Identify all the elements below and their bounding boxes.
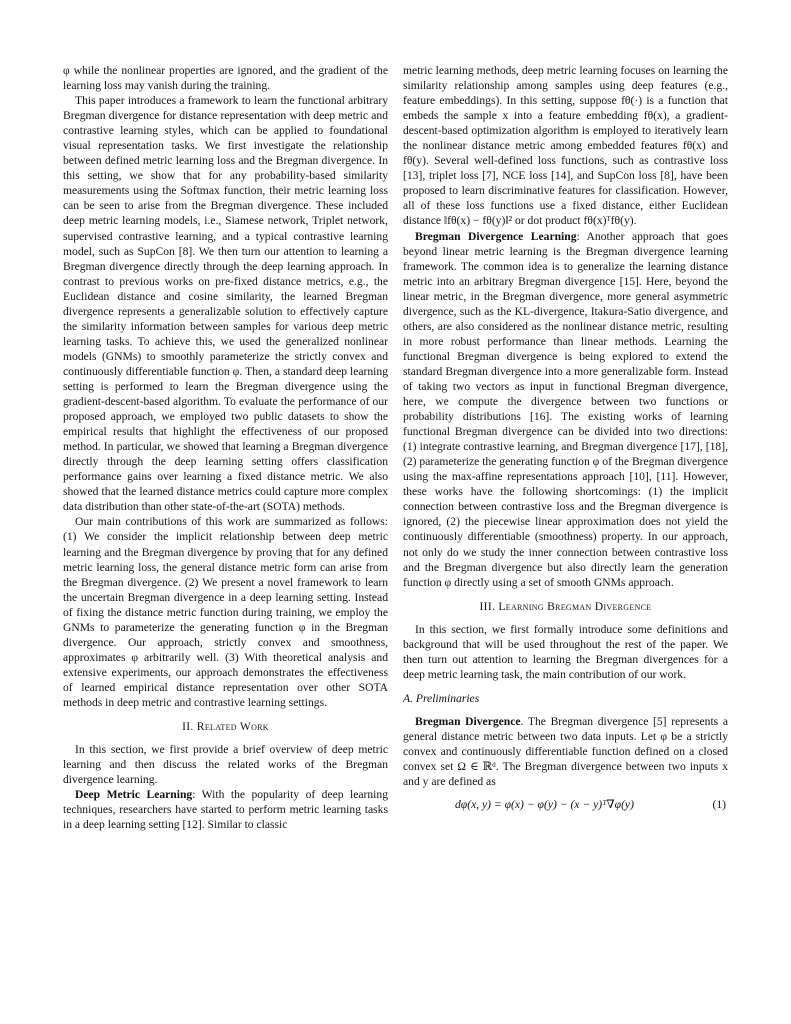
equation-number: (1) <box>712 798 726 812</box>
bregman-definition-lead: Bregman Divergence <box>415 714 521 728</box>
left-column <box>63 63 388 832</box>
section-heading-learning-bregman: III. Learning Bregman Divergence <box>479 599 652 613</box>
right-paragraph-1: metric learning methods, deep metric learning focuses on learning the similarity relationship among samples using deep features (e.g., feature embeddings). In this setting, suppose fθ(·) is a function that embeds the sample x into a feature embedding fθ(x), a gradient-descent-based optimization algorithm is employed to iteratively learn the nonlinear distance metric among embedded features fθ(x) and fθ(y). Several well-defined loss functions, such as contrastive loss [13], triplet loss [7], NCE loss [14], and SupCon loss [8], have been proposed to learn discriminative features for classification. However, all of these loss functions use a fixed distance, either Euclidean distance ‖fθ(x) − fθ(y)‖² or dot product fθ(x)ᵀfθ(y). <box>403 64 728 228</box>
equation-body: dφ(x, y) = φ(x) − φ(y) − (x − y)ᵀ∇φ(y) <box>455 798 634 812</box>
contributions-paragraph: Our main contributions of this work are summarized as follows: (1) We consider the implicit relationship between deep metric learning and the Bregman divergence by proving that for any defined metric learning loss, the general distance metric form can arise from the Bregman divergence. (2) We present a novel framework to learn the uncertain Bregman divergence in a deep learning setting. Instead of fixing the distance metric function during training, we employ the GNMs to parameterize the generating function φ in the Bregman divergence. Our approach, strictly convex and smoothness, approximates φ arbitrarily well. (3) With theoretical analysis and extensive experiments, our approach demonstrates the effectiveness of learned empirical distance representation over other SOTA methods in deep metric and contrastive learning settings. <box>63 515 388 709</box>
equation-1 <box>403 797 728 817</box>
section3-intro: In this section, we first formally introduce some definitions and background that will be used throughout the rest of the paper. We then turn out attention to learning the Bregman divergences for a deep metric learning task, the main contribution of our work. <box>403 622 728 681</box>
intro-paragraph: This paper introduces a framework to learn the functional arbitrary Bregman divergence for distance representation with deep metric and contrastive learning styles, which can be applied to foundational visual representation tasks. We first investigate the relationship between defined metric learning loss and the Bregman divergence. In this setting, we show that for any probability-based similarity measurements using the Softmax function, their metric learning loss can be seen to arise from the Bregman divergence. These included deep metric learning models, i.e., Siamese network, Triplet network, supervised contrastive learning, and a typical contrastive learning model, such as SupCon [8]. We then turn our attention to learning a Bregman divergence directly through the deep learning approach. In contrast to previous works on pre-fixed distance metrics, e.g., the Euclidean distance and cosine similarity, the learned Bregman divergence represents a generalizable solution to effectively capture the similarity information between samples for various deep metric learning tasks. To achieve this, we used the generalized nonlinear models (GNMs) to smoothly parameterize the strictly convex and continuously differentiable function φ. Then, a standard deep learning setting is performed to learn the Bregman divergence using the gradient-descent-based algorithm. To evaluate the performance of our proposed approach, we employed two public datasets to show the empirical results that highlight the effectiveness of our proposed method. In particular, we showed that learning a Bregman divergence directly through the deep learning setting offers classification performance gains over learning a fixed distance metric. We also showed that the learned distance metrics could capture more complex data distribution than other state-of-the-art (SOTA) methods. <box>63 94 388 514</box>
subsection-heading-preliminaries: A. Preliminaries <box>403 691 480 705</box>
bregman-learning-lead: Bregman Divergence Learning <box>415 229 577 243</box>
left-paragraph-1: φ while the nonlinear properties are ignored, and the gradient of the learning loss may vanish during the training. <box>63 64 388 93</box>
bregman-definition-paragraph <box>403 714 728 789</box>
related-work-intro: In this section, we first provide a brief overview of deep metric learning and then discuss the related works of the Bregman divergence learning. <box>63 743 388 787</box>
deep-metric-learning-lead: Deep Metric Learning <box>75 788 193 802</box>
bregman-definition-text: . The Bregman divergence [5] represents a general distance metric between two data inputs. Let φ be a strictly convex and continuously differentiable function defined on a closed convex set Ω ∈ ℝᵈ. The Bregman divergence between two inputs x and y are defined as <box>403 714 728 789</box>
deep-metric-learning-text: : With the popularity of deep learning techniques, researchers have started to perform metric learning tasks in a deep learning setting [12]. Similar to classic <box>63 788 389 832</box>
right-column <box>403 63 728 817</box>
bregman-learning-paragraph <box>403 229 728 590</box>
bregman-learning-text: : Another approach that goes beyond linear metric learning is the Bregman divergence learning framework. The common idea is to generalize the learning distance metric into an arbitrary Bregman divergence [15]. Here, beyond the linear metric, in the Bregman divergence, more general asymmetric divergence, such as the KL-divergence, Itakura-Satio divergence, and others, are also considered as the nonlinear distance metric, resulting in more robust performance than linear methods. Learning the functional Bregman divergence is being explored to extend the standard Bregman divergence into a more generalizable form. Instead of taking two vectors as input in functional Bregman divergence, here, we compute the divergence between two functions or probability distributions [16]. The existing works of learning functional Bregman divergence can be divided into two directions: (1) integrate contrastive learning, and Bregman divergence [17], [18], (2) parameterize the generating function φ of the Bregman divergence using the max-affine representations approach [10], [11]. However, these works have the following shortcomings: (1) the implicit connection between contrastive loss and the Bregman divergence is ignored, (2) the piecewise linear approximation does not yield the continuously differentiable (smoothness) property. In our approach, not only do we study the inner connection between contrastive loss and the Bregman divergence but also directly learn the generation function φ directly using a set of smooth GNMs approach. <box>403 229 728 589</box>
section-heading-related-work: II. Related Work <box>182 720 269 734</box>
deep-metric-learning-paragraph <box>63 787 388 832</box>
